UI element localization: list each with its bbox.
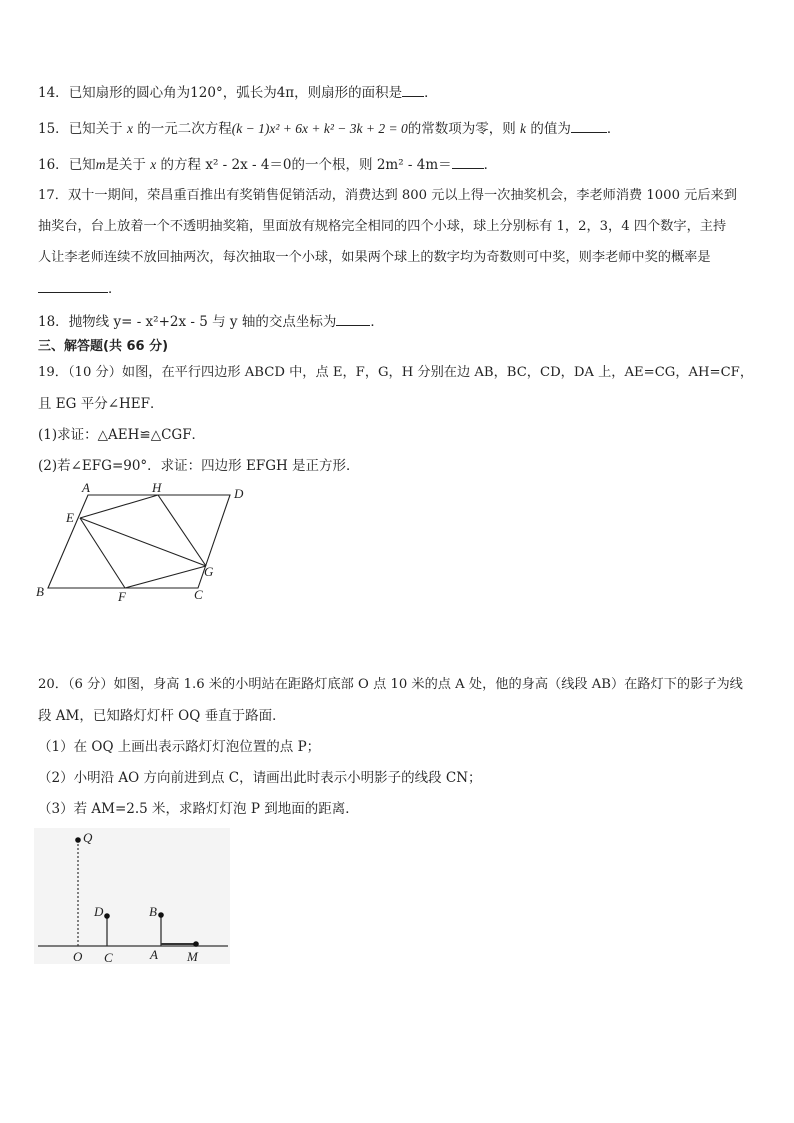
- q20-streetlight-figure: [34, 828, 234, 966]
- q14-answer-blank: [402, 84, 424, 97]
- q16-text-4: 的一个根，则: [291, 157, 373, 173]
- question-17-line-2: [38, 218, 726, 236]
- q20-text-line-1: （6 分）如图，身高 1.6 米的小明站在距路灯底部 O 点 10 米的点 A 处，他的身高（线段 AB）在路灯下的影子为线: [67, 677, 743, 692]
- point-m: [193, 941, 199, 947]
- segment-eh: [80, 495, 158, 518]
- q16-text-3: 的方程: [160, 157, 202, 173]
- question-15: [38, 120, 620, 138]
- q14-period: ．: [424, 85, 438, 101]
- label-g: G: [204, 564, 214, 579]
- question-14: [38, 84, 438, 102]
- question-20-part-2: （2）小明沿 AO 方向前进到点 C，请画出此时表示小明影子的线段 CN；: [38, 770, 482, 786]
- point-b: [158, 912, 164, 918]
- label-o: O: [73, 949, 83, 964]
- label-b-fig2: B: [149, 904, 157, 919]
- q17-text-line-2: 抽奖台，台上放着一个不透明抽奖箱，里面放有规格完全相同的四个小球，球上分别标有 1，2，3，4 四个数字，主持: [38, 219, 727, 234]
- point-d: [104, 913, 110, 919]
- section-3-title: 三、解答题(共 66 分): [38, 339, 169, 354]
- question-17-line-1: [38, 187, 737, 205]
- q15-number: 15．: [38, 121, 69, 137]
- q15-text-4: 的值为: [530, 121, 571, 137]
- q16-text-2: 是关于: [105, 157, 146, 173]
- q18-text: 抛物线 y= - x²+2x - 5 与 y 轴的交点坐标为: [68, 314, 337, 330]
- q15-period: ．: [606, 121, 621, 137]
- q18-period: ．: [370, 314, 384, 330]
- figure-background: [34, 828, 230, 964]
- question-18: [38, 313, 384, 331]
- q19-text-line-1: （10 分）如图，在平行四边形 ABCD 中，点 E，F，G，H 分别在边 AB，BC，CD，DA 上，AE=CG，AH=CF，: [67, 365, 754, 380]
- label-c-fig2: C: [104, 950, 113, 965]
- q16-equation: x² - 2x - 4＝0: [205, 157, 292, 173]
- question-19-part-2: (2)若∠EFG=90°．求证：四边形 EFGH 是正方形．: [38, 458, 360, 474]
- q17-text-line-1: 双十一期间，荣昌重百推出有奖销售促销活动，消费达到 800 元以上得一次抽奖机会，李老师消费 1000 元后来到: [67, 188, 737, 203]
- label-m: M: [187, 949, 198, 964]
- parallelogram-abcd: [48, 495, 230, 588]
- q16-answer-blank: [452, 156, 484, 169]
- question-20-part-3: （3）若 AM=2.5 米，求路灯灯泡 P 到地面的距离．: [38, 801, 359, 817]
- q16-var-m: m: [95, 157, 106, 172]
- q17-number: 17．: [38, 188, 68, 203]
- question-19-part-1: (1)求证：△AEH≌△CGF．: [38, 427, 206, 443]
- label-q: Q: [83, 830, 93, 845]
- label-a: A: [82, 480, 90, 495]
- q18-answer-blank: [336, 313, 370, 326]
- q16-text-1: 已知: [68, 157, 96, 173]
- segment-ef: [80, 518, 125, 588]
- label-b: B: [36, 584, 44, 599]
- q19-number: 19．: [38, 365, 68, 380]
- q20-number: 20．: [38, 677, 68, 692]
- label-a-fig2: A: [150, 947, 158, 962]
- q16-expression: 2m² - 4m＝: [376, 157, 452, 173]
- label-f: F: [118, 589, 126, 604]
- segment-eg: [80, 518, 206, 566]
- label-d: D: [234, 486, 244, 501]
- segment-hg: [158, 495, 206, 566]
- question-19-line-2: 且 EG 平分∠HEF．: [38, 396, 164, 412]
- q15-var-k: k: [520, 121, 527, 136]
- q16-number: 16．: [38, 157, 69, 173]
- question-17-line-3: [38, 249, 711, 267]
- label-c: C: [194, 587, 203, 602]
- q14-text: 已知扇形的圆心角为120°，弧长为4π，则扇形的面积是: [68, 85, 403, 101]
- q16-period: ．: [483, 157, 498, 173]
- q16-var-x: x: [150, 157, 157, 172]
- point-q: [75, 837, 81, 843]
- question-20-part-1: （1）在 OQ 上画出表示路灯灯泡位置的点 P；: [38, 739, 321, 755]
- label-d-fig2: D: [94, 904, 104, 919]
- q15-text-2: 的一元二次方程: [137, 121, 232, 137]
- question-17-line-4: [38, 280, 122, 298]
- q15-answer-blank: [571, 120, 607, 133]
- q19-parallelogram-figure: [30, 478, 260, 606]
- q14-number: 14．: [38, 85, 69, 101]
- q17-text-line-3: 人让李老师连续不放回抽两次，每次抽取一个小球，如果两个球上的数字均为奇数则可中奖，则李老师中奖的概率是: [38, 250, 711, 265]
- q15-var-x: x: [126, 121, 133, 136]
- question-16: [38, 156, 497, 174]
- q15-equation: (k − 1)x² + 6x + k² − 3k + 2 = 0: [231, 121, 408, 136]
- q15-text-3: 的常数项为零，则: [407, 121, 516, 137]
- q17-period: ．: [108, 281, 122, 297]
- q17-answer-blank: [38, 280, 108, 293]
- label-e: E: [66, 510, 74, 525]
- question-20-line-2: 段 AM，已知路灯灯杆 OQ 垂直于路面．: [38, 708, 286, 724]
- question-20-line-1: [38, 676, 743, 694]
- label-h: H: [152, 480, 162, 495]
- q15-text-1: 已知关于: [68, 121, 123, 137]
- question-19-line-1: [38, 364, 753, 382]
- q18-number: 18．: [38, 314, 69, 330]
- segment-fg: [125, 566, 206, 588]
